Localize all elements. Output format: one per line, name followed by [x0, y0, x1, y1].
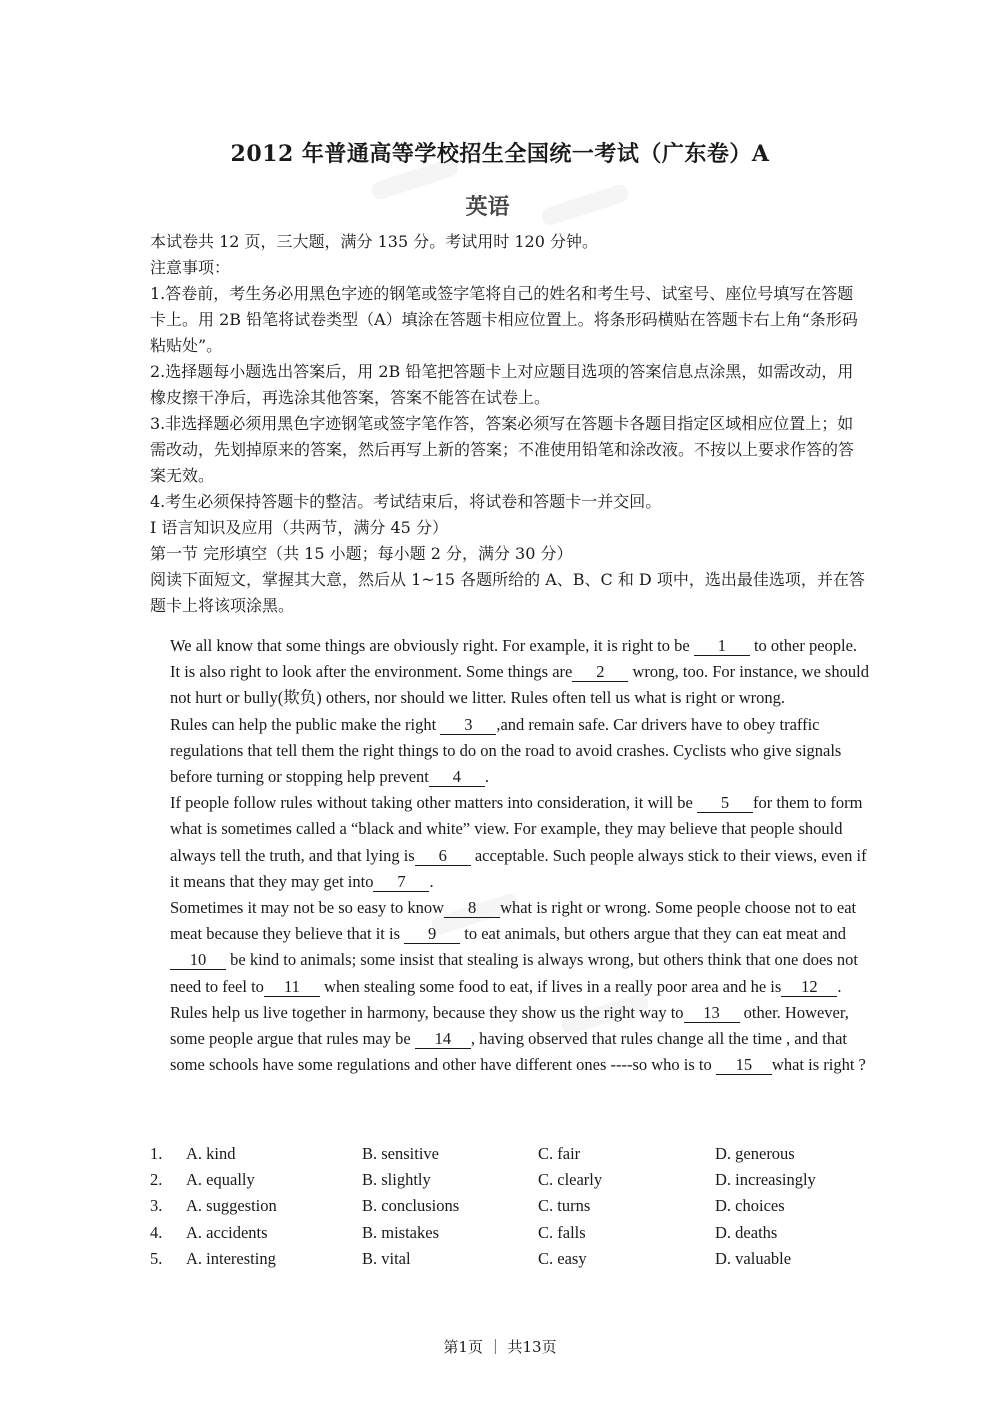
passage-text: to eat animals, but others argue that they can eat meat and: [460, 924, 847, 944]
cloze-blank: 10: [170, 951, 226, 970]
option-d: D. deaths: [715, 1222, 778, 1242]
cloze-blank: 11: [264, 978, 320, 997]
cloze-blank: 4: [429, 768, 485, 787]
instruction-line: 注意事项：: [150, 258, 231, 277]
cloze-passage: [170, 633, 870, 1078]
cloze-blank: 6: [415, 847, 471, 866]
question-row: [150, 1170, 850, 1196]
passage-text: If people follow rules without taking other matters into consideration, it will be: [170, 793, 697, 813]
option-a: A. suggestion: [186, 1196, 277, 1216]
passage-text: what is right or wrong. Some people choose not to eat meat because they believe that it is: [170, 898, 857, 944]
passage-text: Rules can help the public make the right: [170, 714, 441, 734]
option-d: D. valuable: [715, 1248, 792, 1268]
instruction-line: 3.非选择题必须用黑色字迹钢笔或签字笔作答，答案必须写在答题卡各题目指定区域相应位置上；如需改动，先划掉原来的答案，然后再写上新的答案；不准使用铅笔和涂改液。不按以上要求作答的答案无效。: [150, 414, 855, 485]
cloze-blank: 13: [684, 1004, 740, 1023]
passage-text: ,and remain safe. Car drivers have to obey traffic regulations that tell them the right things to do on the road to avoid crashes. Cyclists who give signals before turning or stopping help prevent: [170, 714, 842, 787]
option-d: D. choices: [715, 1196, 785, 1216]
passage-text: .: [429, 871, 434, 891]
option-c: C. clearly: [538, 1170, 603, 1190]
option-a: A. accidents: [186, 1222, 268, 1242]
option-c: C. falls: [538, 1222, 586, 1242]
passage-text: We all know that some things are obviously right. For example, it is right to be: [170, 636, 694, 655]
option-b: B. conclusions: [362, 1196, 460, 1216]
cloze-blank: 8: [444, 899, 500, 918]
subsection-heading: 第一节 完形填空（共 15 小题；每小题 2 分，满分 30 分）: [150, 544, 573, 563]
question-number: 3.: [150, 1196, 163, 1216]
question-number: 2.: [150, 1170, 163, 1190]
exam-title: 2012 年普通高等学校招生全国统一考试（广东卷）A: [230, 141, 770, 167]
passage-paragraph: [170, 895, 870, 1078]
answer-options: [150, 1144, 850, 1275]
cloze-blank: 14: [415, 1030, 471, 1049]
passage-paragraph: [170, 712, 870, 791]
instruction-line: 阅读下面短文，掌握其大意，然后从 1~15 各题所给的 A、B、C 和 D 项中，选出最佳选项，并在答题卡上将该项涂黑。: [150, 570, 865, 615]
option-b: B. mistakes: [362, 1222, 439, 1242]
passage-text: what is right ?: [771, 1055, 866, 1075]
passage-paragraph: [170, 790, 870, 895]
option-b: B. slightly: [362, 1170, 431, 1190]
option-c: C. turns: [538, 1196, 591, 1216]
page-number: 第1页 ｜ 共13页: [443, 1338, 557, 1356]
cloze-blank: 9: [404, 925, 460, 944]
option-d: D. generous: [715, 1144, 795, 1163]
passage-text: when stealing some food to eat, if lives in a really poor area and he is: [319, 976, 782, 996]
passage-text: be kind to animals; some insist that stealing is always wrong, but others think that one does not need to feel to: [170, 950, 858, 996]
question-number: 1.: [150, 1144, 163, 1163]
option-b: B. vital: [362, 1248, 411, 1268]
passage-paragraph: [170, 633, 870, 712]
passage-text: .: [484, 767, 490, 787]
option-a: A. kind: [186, 1144, 236, 1163]
passage-text: other. However, some people argue that rules may be: [170, 1002, 849, 1049]
instruction-line: 4.考生必须保持答题卡的整洁。考试结束后，将试卷和答题卡一并交回。: [150, 492, 662, 511]
cloze-blank: 3: [440, 716, 496, 735]
cloze-blank: 1: [694, 637, 750, 656]
cloze-blank: 2: [572, 663, 628, 682]
passage-text: , having observed that rules change all the time , and that some schools have some regulations and other have different ones ----so who is to: [170, 1029, 848, 1075]
passage-text: acceptable. Such people always stick to their views, even if it means that they may get into: [170, 845, 867, 891]
exam-subject: 英语: [465, 194, 510, 220]
question-row: [150, 1223, 850, 1249]
section-heading: I 语言知识及应用（共两节，满分 45 分）: [150, 518, 448, 537]
instructions: [150, 229, 865, 619]
option-d: D. increasingly: [715, 1170, 816, 1190]
cloze-blank: 7: [373, 873, 429, 892]
passage-text: for them to form what is sometimes called a “black and white” view. For example, they may believe that people should always tell the truth, and that lying is: [170, 793, 863, 865]
instruction-line: 1.答卷前，考生务必用黑色字迹的钢笔或签字笔将自己的姓名和考生号、试室号、座位号填写在答题卡上。用 2B 铅笔将试卷类型（A）填涂在答题卡相应位置上。将条形码横贴在答题卡右上角“条形码粘贴处”。: [150, 284, 858, 355]
passage-text: wrong, too. For instance, we should not hurt or bully(欺负) others, nor should we litter. Rules often tell us what is right or wrong.: [170, 662, 869, 708]
passage-text: to other people. It is also right to look after the environment. Some things are: [170, 636, 858, 682]
passage-text: . Rules help us live together in harmony, because they show us the right way to: [170, 976, 842, 1022]
option-a: A. equally: [186, 1170, 255, 1190]
option-b: B. sensitive: [362, 1144, 439, 1163]
question-row: [150, 1249, 850, 1275]
instruction-line: 2.选择题每小题选出答案后，用 2B 铅笔把答题卡上对应题目选项的答案信息点涂黑，如需改动，用橡皮擦干净后，再选涂其他答案，答案不能答在试卷上。: [150, 362, 854, 407]
question-number: 4.: [150, 1222, 163, 1242]
option-c: C. fair: [538, 1144, 581, 1163]
cloze-blank: 12: [781, 978, 837, 997]
cloze-blank: 15: [716, 1056, 772, 1075]
question-row: [150, 1144, 850, 1170]
question-number: 5.: [150, 1248, 163, 1268]
option-a: A. interesting: [186, 1248, 276, 1268]
question-row: [150, 1196, 850, 1222]
option-c: C. easy: [538, 1248, 587, 1268]
cloze-blank: 5: [697, 794, 753, 813]
instruction-line: 本试卷共 12 页，三大题，满分 135 分。考试用时 120 分钟。: [150, 232, 598, 251]
passage-text: Sometimes it may not be so easy to know: [170, 898, 445, 918]
